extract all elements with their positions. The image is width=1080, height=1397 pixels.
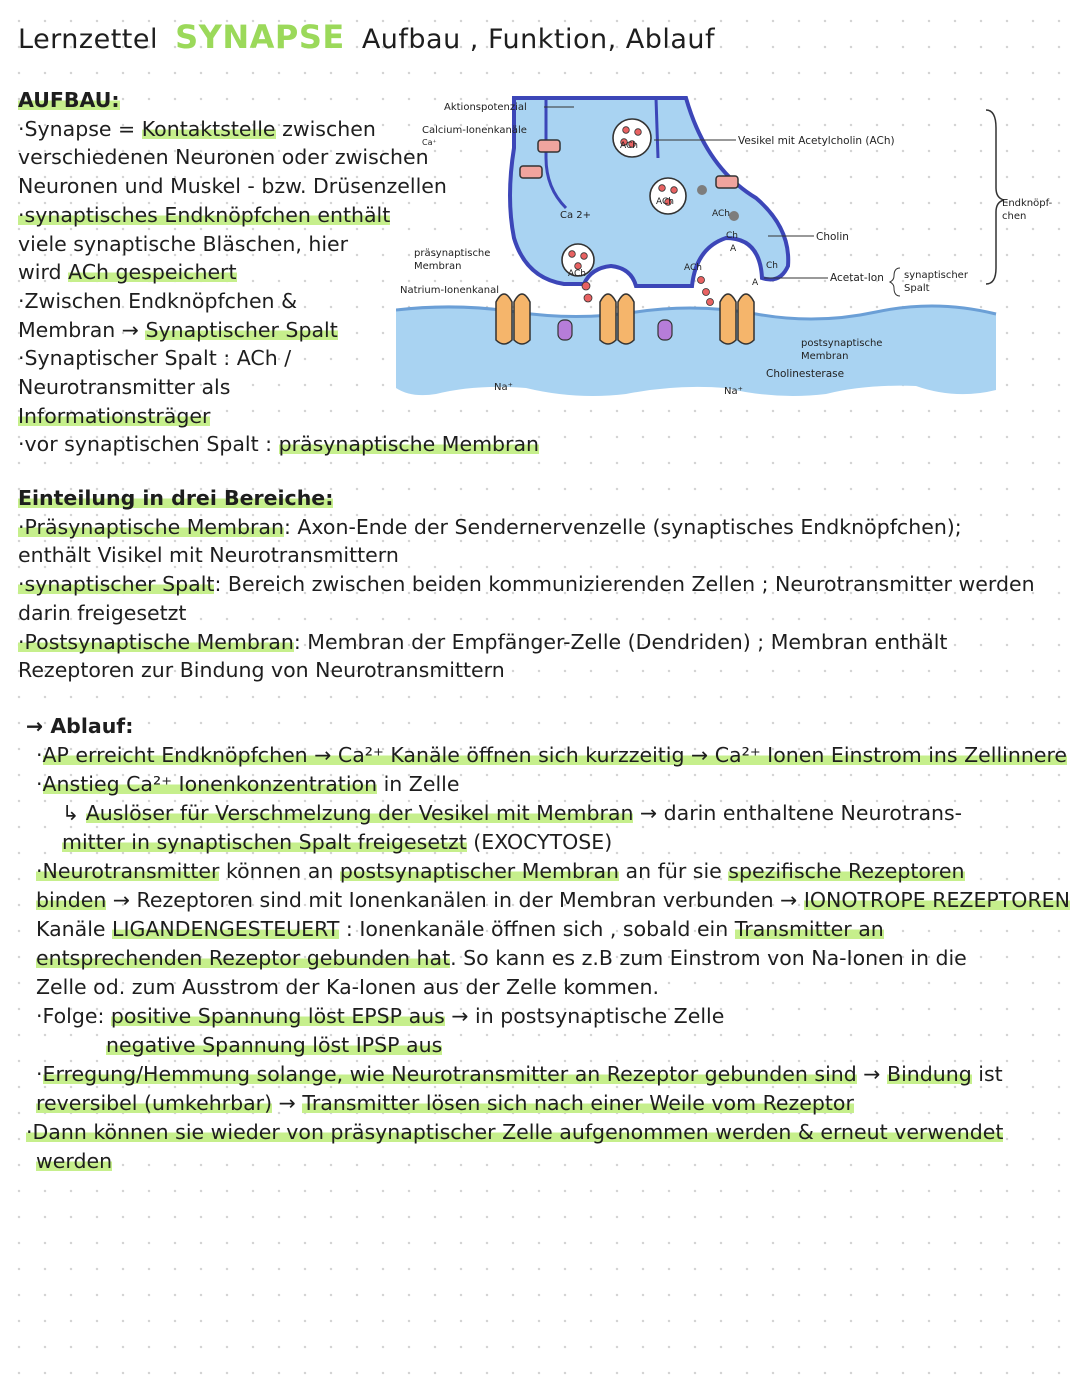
label-ch-1: Ch (726, 231, 738, 241)
label-na-2: Na⁺ (724, 386, 743, 397)
label-calcium: Calcium-Ionenkanäle (422, 125, 527, 136)
ablauf-line: binden → Rezeptoren sind mit Ionenkanälen in der Membran verbunden → IONOTROPE REZEPTOREN (36, 888, 1070, 912)
title-main: SYNAPSE (175, 18, 345, 56)
aufbau-line: ·synaptisches Endknöpfchen enthält (18, 202, 391, 227)
label-vesikel: Vesikel mit Acetylcholin (ACh) (738, 135, 895, 147)
aufbau-line: Neurotransmitter als (18, 375, 231, 400)
ablauf-line: ·AP erreicht Endknöpfchen → Ca²⁺ Kanäle öffnen sich kurzzeitig → Ca²⁺ Ionen Einstrom ins Zellinnere (36, 743, 1068, 767)
aufbau-line: ·Zwischen Endknöpfchen & (18, 288, 298, 313)
aufbau-line: wird ACh gespeichert (18, 260, 237, 285)
label-postsyn-1: postsynaptische (801, 338, 883, 349)
ablauf-line: Kanäle LIGANDENGESTEUERT : Ionenkanäle öffnen sich , sobald ein Transmitter an (36, 917, 884, 941)
label-spalt-1: synaptischer (904, 270, 968, 281)
label-ach-5: ACh (684, 263, 702, 273)
label-cholin: Cholin (816, 231, 849, 243)
ablauf-line: reversibel (umkehrbar) → Transmitter lösen sich nach einer Weile vom Rezeptor (36, 1091, 854, 1115)
ablauf-heading: → Ablauf: (26, 714, 134, 738)
label-ch-2: Ch (766, 261, 778, 271)
ablauf-line: mitter in synaptischen Spalt freigesetzt (EXOCYTOSE) (62, 830, 613, 854)
label-ach-1: ACh (620, 141, 638, 151)
einteilung-section (18, 484, 1035, 685)
aufbau-line: verschiedenen Neuronen oder zwischen (18, 145, 429, 170)
einteilung-line: ·Präsynaptische Membran: Axon-Ende der Sendernervenzelle (synaptisches Endknöpfchen); (18, 514, 962, 539)
postsynaptic-cell (396, 306, 996, 396)
einteilung-line: Rezeptoren zur Bindung von Neurotransmittern (18, 658, 505, 683)
label-aktionspotenzial: Aktionspotenzial (444, 102, 527, 113)
label-ach-3: ACh (712, 209, 730, 219)
label-ach-2: ACh (656, 197, 674, 207)
label-a-1: A (730, 244, 737, 254)
presynaptic-terminal (510, 98, 788, 286)
ablauf-section (26, 712, 1070, 1176)
label-natrium: Natrium-Ionenkanal (400, 285, 499, 296)
ablauf-line: ·Dann können sie wieder von präsynaptischer Zelle aufgenommen werden & erneut verwendet (26, 1120, 1004, 1144)
ablauf-line: ·Neurotransmitter können an postsynaptischer Membran an für sie spezifische Rezeptoren (36, 859, 965, 883)
ablauf-line: ↳ Auslöser für Verschmelzung der Vesikel mit Membran → darin enthaltene Neurotrans- (62, 801, 963, 825)
aufbau-line: ·Synapse = Kontaktstelle zwischen (18, 116, 376, 141)
aufbau-line: Membran → Synaptischer Spalt (18, 317, 338, 342)
ablauf-line: ·Folge: positive Spannung löst EPSP aus → in postsynaptische Zelle (36, 1004, 725, 1028)
label-a-2: A (752, 278, 759, 288)
ablauf-line: entsprechenden Rezeptor gebunden hat. So kann es z.B zum Einstrom von Na-Ionen in die (36, 946, 967, 970)
aufbau-line: viele synaptische Bläschen, hier (18, 231, 349, 256)
label-ca2: Ca 2+ (560, 210, 592, 221)
label-acetat: Acetat-Ion (830, 272, 884, 284)
title-prefix: Lernzettel (18, 24, 158, 55)
label-na-1: Na⁺ (494, 382, 513, 393)
aufbau-heading: AUFBAU: (18, 88, 120, 112)
einteilung-line: enthält Visikel mit Neurotransmittern (18, 543, 399, 568)
ablauf-line: negative Spannung löst IPSP aus (106, 1033, 443, 1057)
einteilung-line: ·Postsynaptische Membran: Membran der Empfänger-Zelle (Dendriden) ; Membran enthält (18, 629, 948, 654)
aufbau-line: Neuronen und Muskel - bzw. Drüsenzellen (18, 174, 447, 199)
title-suffix: Aufbau , Funktion, Ablauf (361, 24, 716, 55)
ablauf-line: Zelle od. zum Ausstrom der Ka-Ionen aus der Zelle kommen. (36, 975, 659, 999)
label-endknoepfchen-2: chen (1002, 211, 1027, 222)
ablauf-line: ·Anstieg Ca²⁺ Ionenkonzentration in Zelle (36, 772, 460, 796)
synapse-diagram (396, 88, 1076, 418)
ablauf-line: werden (36, 1149, 113, 1173)
label-endknoepfchen-1: Endknöpf- (1002, 198, 1053, 209)
einteilung-line: ·synaptischer Spalt: Bereich zwischen beiden kommunizierenden Zellen ; Neurotransmitter werden (18, 572, 1035, 597)
einteilung-line: darin freigesetzt (18, 600, 187, 625)
aufbau-line: ·Synaptischer Spalt : ACh / (18, 346, 292, 371)
label-praesyn-1: präsynaptische (414, 248, 491, 259)
label-ach-4: ACh (568, 269, 586, 279)
label-praesyn-2: Membran (414, 261, 462, 272)
endknoepfchen-bracket (986, 110, 1004, 284)
label-cholinesterase: Cholinesterase (766, 368, 845, 380)
ablauf-line: ·Erregung/Hemmung solange, wie Neurotransmitter an Rezeptor gebunden sind → Bindung ist (36, 1062, 1003, 1086)
axon-inner (656, 98, 658, 158)
label-postsyn-2: Membran (801, 351, 849, 362)
page-title (18, 18, 715, 56)
label-ca-small: Ca⁺ (422, 138, 437, 147)
aufbau-line: ·vor synaptischen Spalt : präsynaptische Membran (18, 432, 540, 457)
label-spalt-2: Spalt (904, 283, 930, 294)
aufbau-line: Informationsträger (18, 403, 211, 428)
einteilung-heading: Einteilung in drei Bereiche: (18, 486, 334, 510)
